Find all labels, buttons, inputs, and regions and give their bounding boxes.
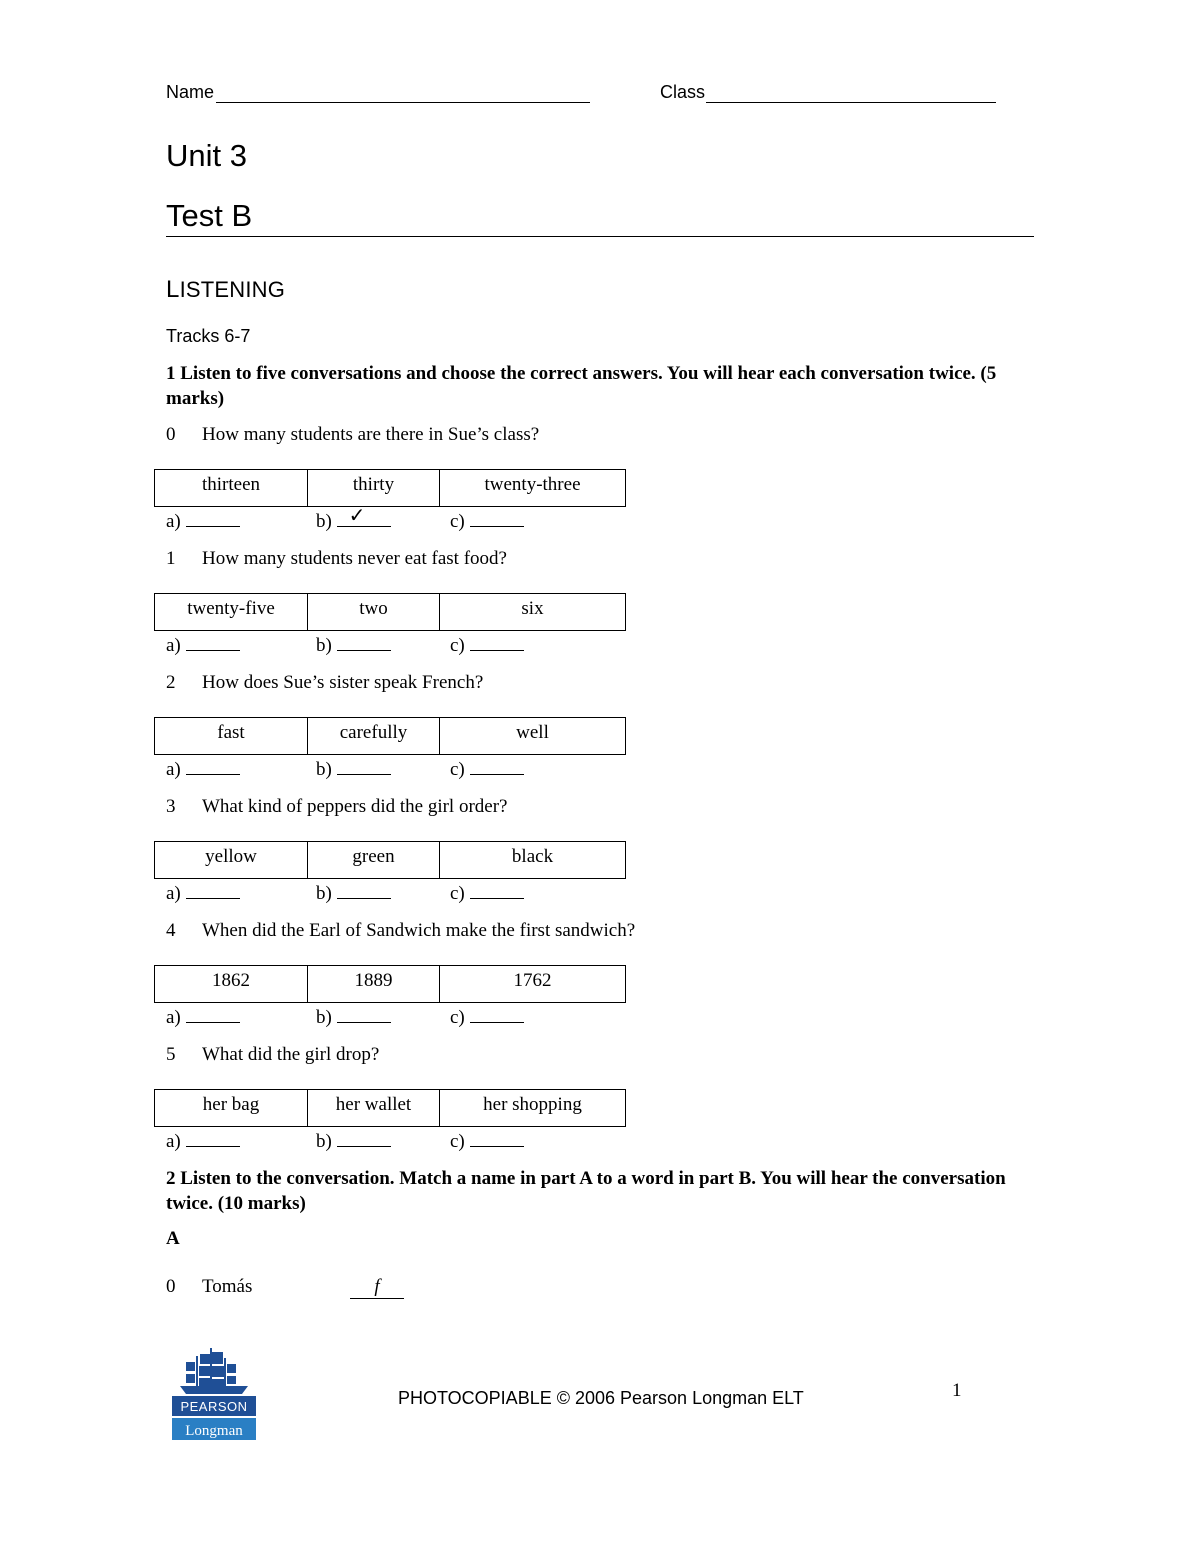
answer-option-a[interactable] xyxy=(166,1130,240,1153)
answer-label: b) xyxy=(316,635,332,656)
answer-label: c) xyxy=(450,635,465,656)
answer-blank[interactable] xyxy=(186,758,240,775)
option-cell: 1762 xyxy=(513,970,552,991)
question-number: 2 xyxy=(166,672,176,693)
answer-label: a) xyxy=(166,1131,181,1152)
answer-label: c) xyxy=(450,1131,465,1152)
answer-option-b[interactable] xyxy=(316,1130,391,1153)
ship-icon xyxy=(180,1348,248,1394)
answer-label: c) xyxy=(450,511,465,532)
answer-blank[interactable] xyxy=(470,882,524,899)
part-a-label: A xyxy=(166,1228,180,1249)
answer-label: a) xyxy=(166,883,181,904)
answer-blank[interactable] xyxy=(337,503,391,527)
answer-label: b) xyxy=(316,759,332,780)
option-cell: six xyxy=(521,598,544,619)
answer-option-a[interactable] xyxy=(166,634,240,657)
options-table xyxy=(154,717,626,755)
answer-option-b[interactable] xyxy=(316,1006,391,1029)
title-rule xyxy=(166,236,1034,237)
options-table xyxy=(154,593,626,631)
question-number: 1 xyxy=(166,548,176,569)
answer-label: a) xyxy=(166,759,181,780)
answer-blank[interactable] xyxy=(337,882,391,899)
tracks-label: Tracks 6-7 xyxy=(166,326,251,346)
answer-blank[interactable] xyxy=(470,758,524,775)
answer-blank[interactable] xyxy=(470,1006,524,1023)
question-text: What did the girl drop? xyxy=(202,1044,380,1065)
example-name: Tomás xyxy=(202,1276,253,1297)
answer-label: b) xyxy=(316,1131,332,1152)
exercise-1-instruction: 1 Listen to five conversations and choose the correct answers. You will hear each conversation twice. (5 marks) xyxy=(166,363,997,409)
options-table xyxy=(154,469,626,507)
option-cell: twenty-five xyxy=(155,594,308,630)
example-answer: f xyxy=(350,1276,404,1299)
copyright-notice: PHOTOCOPIABLE © 2006 Pearson Longman ELT xyxy=(398,1388,804,1408)
class-field[interactable] xyxy=(706,102,996,103)
svg-text:Longman: Longman xyxy=(185,1423,243,1439)
exercise-2-instruction: 2 Listen to the conversation. Match a name in part A to a word in part B. You will hear the conversation twice. (10 marks) xyxy=(166,1168,1006,1214)
option-cell: two xyxy=(308,594,440,630)
question-number: 4 xyxy=(166,920,176,941)
answer-blank[interactable] xyxy=(470,1130,524,1147)
answer-option-a[interactable] xyxy=(166,882,240,905)
answer-label: c) xyxy=(450,883,465,904)
question-number: 5 xyxy=(166,1044,176,1065)
answer-blank[interactable] xyxy=(337,1006,391,1023)
answer-option-c[interactable] xyxy=(450,510,524,533)
answer-blank[interactable] xyxy=(470,510,524,527)
option-cell: well xyxy=(516,722,549,743)
answer-blank[interactable] xyxy=(337,634,391,651)
answer-blank[interactable] xyxy=(186,510,240,527)
answer-label: b) xyxy=(316,883,332,904)
answer-option-c[interactable] xyxy=(450,758,524,781)
option-cell: her shopping xyxy=(483,1094,582,1115)
example-answer-field[interactable] xyxy=(350,1276,404,1299)
option-cell: twenty-three xyxy=(484,474,581,495)
option-cell: her bag xyxy=(155,1090,308,1126)
answer-blank[interactable] xyxy=(186,882,240,899)
answer-option-c[interactable] xyxy=(450,1006,524,1029)
answer-blank[interactable] xyxy=(470,634,524,651)
option-cell: 1889 xyxy=(308,966,440,1002)
name-field[interactable] xyxy=(216,102,590,103)
option-cell: black xyxy=(511,846,554,867)
question-number: 0 xyxy=(166,424,176,445)
answer-blank[interactable] xyxy=(337,758,391,775)
options-table xyxy=(154,965,626,1003)
question-text: How many students never eat fast food? xyxy=(202,548,507,569)
question-number: 3 xyxy=(166,796,176,817)
check-icon: ✓ xyxy=(348,503,366,527)
pearson-longman-logo xyxy=(172,1346,256,1440)
example-number: 0 xyxy=(166,1276,176,1297)
answer-label: c) xyxy=(450,1007,465,1028)
answer-option-a[interactable] xyxy=(166,758,240,781)
option-cell: fast xyxy=(155,718,308,754)
answer-label: a) xyxy=(166,1007,181,1028)
options-table xyxy=(154,841,626,879)
page-number: 1 xyxy=(952,1380,962,1401)
answer-option-a[interactable] xyxy=(166,1006,240,1029)
question-text: How many students are there in Sue’s class? xyxy=(202,424,540,445)
class-label: Class xyxy=(660,82,706,102)
answer-label: a) xyxy=(166,635,181,656)
answer-blank[interactable] xyxy=(337,1130,391,1147)
unit-title: Unit 3 xyxy=(166,138,247,173)
question-text: What kind of peppers did the girl order? xyxy=(202,796,508,817)
test-title: Test B xyxy=(166,198,253,233)
answer-label: b) xyxy=(316,1007,332,1028)
option-cell: thirteen xyxy=(155,470,308,506)
question-text: How does Sue’s sister speak French? xyxy=(202,672,484,693)
answer-option-b[interactable] xyxy=(316,503,391,533)
answer-option-c[interactable] xyxy=(450,1130,524,1153)
option-cell: yellow xyxy=(155,842,308,878)
answer-label: a) xyxy=(166,511,181,532)
answer-option-b[interactable] xyxy=(316,634,391,657)
answer-blank[interactable] xyxy=(186,1130,240,1147)
options-table xyxy=(154,1089,626,1127)
svg-text:PEARSON: PEARSON xyxy=(180,1399,248,1414)
answer-blank[interactable] xyxy=(186,1006,240,1023)
option-cell: thirty xyxy=(308,470,440,506)
option-cell: 1862 xyxy=(155,966,308,1002)
question-text: When did the Earl of Sandwich make the first sandwich? xyxy=(202,920,636,941)
option-cell: carefully xyxy=(308,718,440,754)
answer-option-b[interactable] xyxy=(316,758,391,781)
option-cell: her wallet xyxy=(308,1090,440,1126)
answer-option-c[interactable] xyxy=(450,882,524,905)
option-cell: green xyxy=(308,842,440,878)
name-label: Name xyxy=(166,82,215,102)
answer-option-c[interactable] xyxy=(450,634,524,657)
answer-label: c) xyxy=(450,759,465,780)
answer-label: b) xyxy=(316,511,332,532)
answer-blank[interactable] xyxy=(186,634,240,651)
answer-option-b[interactable] xyxy=(316,882,391,905)
section-heading: LISTENING xyxy=(166,276,286,303)
answer-option-a[interactable] xyxy=(166,510,240,533)
